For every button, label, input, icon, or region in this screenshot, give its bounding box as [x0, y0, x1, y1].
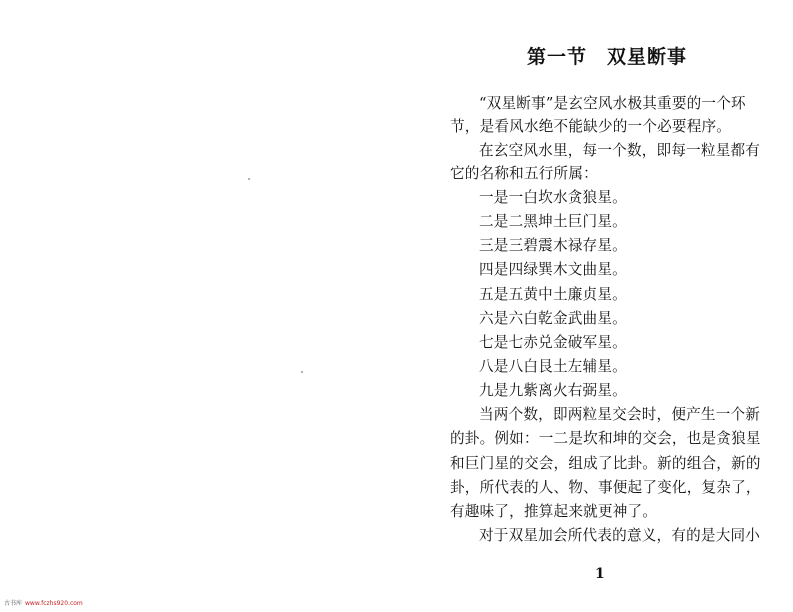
scan-speck	[301, 371, 303, 373]
text-line: 节，是看风水绝不能缺少的一个必要程序。	[450, 118, 732, 135]
text-line: 的卦。例如：一二是坎和坤的交会，也是贪狼星	[450, 430, 761, 447]
text-line: 当两个数，即两粒星交会时，便产生一个新	[479, 406, 761, 423]
text-line: 在玄空风水里，每一个数，即每一粒星都有	[479, 142, 761, 159]
section-title	[447, 42, 767, 69]
star-list-item: 五是五黄中土廉贞星。	[479, 286, 627, 303]
left-page-blank	[0, 0, 396, 612]
watermark-site-name: 古书库	[4, 600, 23, 607]
star-list-item: 四是四绿巽木文曲星。	[479, 261, 627, 278]
text-line: 对于双星加会所代表的意义，有的是大同小	[479, 527, 761, 544]
page-number: 1	[595, 566, 605, 582]
scan-speck	[248, 178, 250, 180]
star-list-item: 六是六白乾金武曲星。	[479, 310, 627, 327]
text-line: 有趣味了，推算起来就更神了。	[450, 503, 658, 520]
star-list-item: 七是七赤兑金破军星。	[479, 334, 627, 351]
text-line: 卦，所代表的人、物、事便起了变化，复杂了，	[450, 479, 761, 496]
star-list-item: 八是八白艮土左辅星。	[479, 358, 627, 375]
watermark-url: www.fczhs920.com	[25, 600, 83, 607]
star-list-item: 九是九紫离火右弼星。	[479, 382, 627, 399]
star-list-item: 一是一白坎水贪狼星。	[479, 189, 627, 206]
text-line: 它的名称和五行所属：	[450, 165, 598, 182]
star-list-item: 三是三碧震木禄存星。	[479, 237, 627, 254]
section-name: 双星断事	[607, 46, 688, 68]
section-number: 第一节	[526, 46, 587, 68]
watermark	[4, 598, 83, 607]
text-line: 和巨门星的交会，组成了比卦。新的组合，新的	[450, 455, 761, 472]
text-line: “双星断事”是玄空风水极其重要的一个环	[479, 95, 746, 112]
star-list-item: 二是二黑坤土巨门星。	[479, 213, 627, 230]
